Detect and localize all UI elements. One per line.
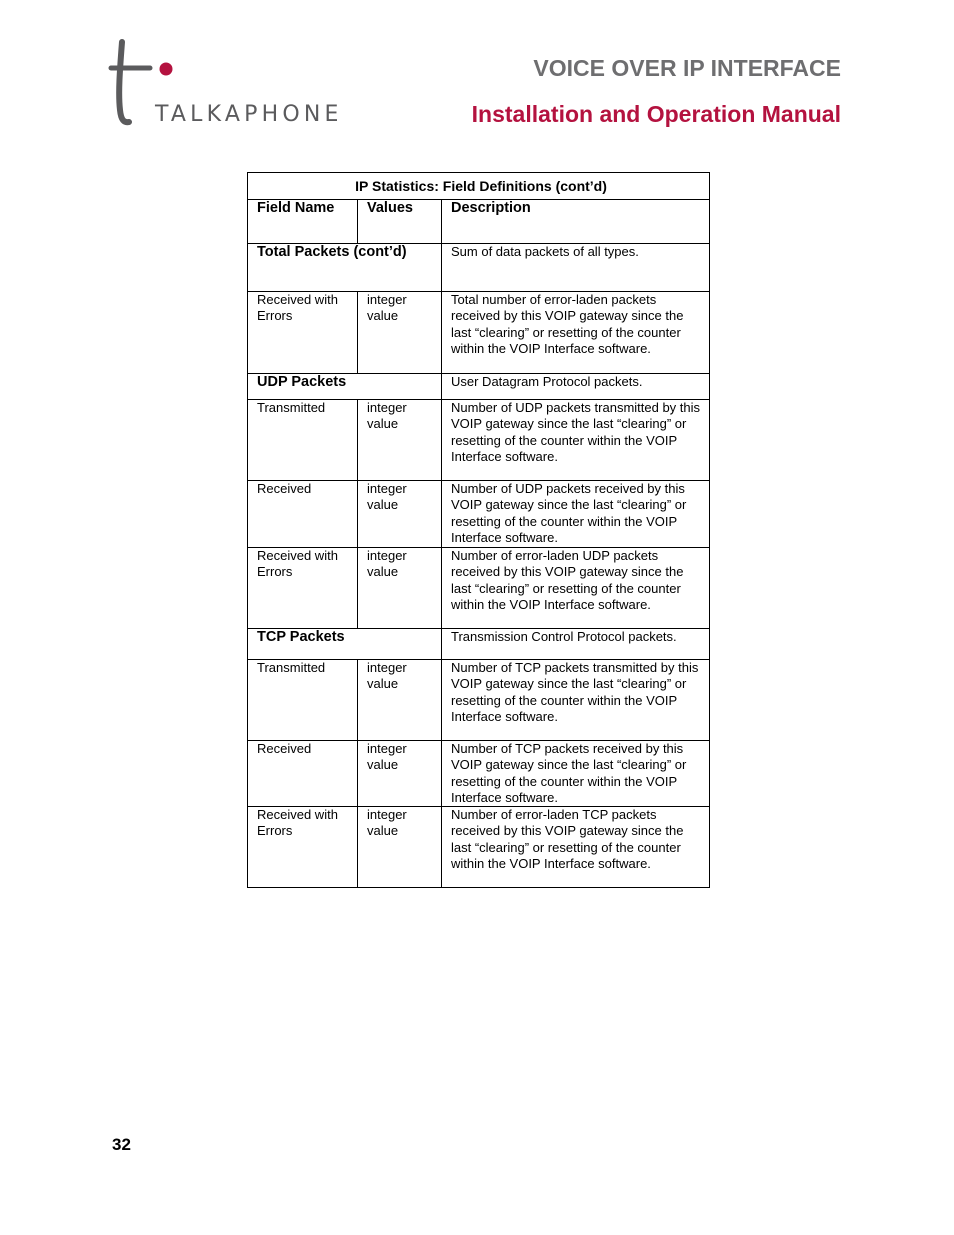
table-row [248, 741, 710, 807]
page-number: 32 [112, 1135, 131, 1154]
row-values: integer value [358, 807, 442, 888]
row-description: Number of error-laden TCP packets received by this VOIP gateway since the last “clearing” or resetting of the counter within the VOIP Interface software. [442, 807, 710, 888]
table-row [248, 292, 710, 374]
row-description: User Datagram Protocol packets. [442, 374, 710, 400]
row-values: integer value [358, 400, 442, 481]
column-header-values: Values [358, 200, 442, 244]
row-values: integer value [358, 292, 442, 374]
column-header-description: Description [442, 200, 710, 244]
row-description: Number of UDP packets transmitted by this VOIP gateway since the last “clearing” or resetting of the counter within the VOIP Interface software. [442, 400, 710, 481]
document-subtitle: Installation and Operation Manual [471, 101, 841, 127]
table-header-row [248, 200, 710, 244]
row-field-name: Received [248, 481, 358, 548]
row-description: Number of TCP packets transmitted by this VOIP gateway since the last “clearing” or resetting of the counter within the VOIP Interface software. [442, 660, 710, 741]
row-field-name: Transmitted [248, 400, 358, 481]
row-field-name: Received with Errors [248, 292, 358, 374]
table-row [248, 548, 710, 629]
table-row [248, 660, 710, 741]
row-description: Number of TCP packets received by this VOIP gateway since the last “clearing” or resetting of the counter within the VOIP Interface software. [442, 741, 710, 807]
brand-name: TALKAPHONE [155, 102, 343, 127]
row-field-name: Received with Errors [248, 548, 358, 629]
row-description: Transmission Control Protocol packets. [442, 629, 710, 660]
table-row [248, 481, 710, 548]
row-description: Number of error-laden UDP packets received by this VOIP gateway since the last “clearing” or resetting of the counter within the VOIP Interface software. [442, 548, 710, 629]
table-title: IP Statistics: Field Definitions (cont’d) [248, 173, 710, 200]
table-title-row [248, 173, 710, 200]
document-title: VOICE OVER IP INTERFACE [533, 55, 841, 81]
table-row [248, 244, 710, 292]
section-name: TCP Packets [248, 629, 442, 660]
table-row [248, 807, 710, 888]
row-field-name: Received [248, 741, 358, 807]
row-description: Total number of error-laden packets received by this VOIP gateway since the last “clearing” or resetting of the counter within the VOIP Interface software. [442, 292, 710, 374]
table-row [248, 400, 710, 481]
row-values: integer value [358, 660, 442, 741]
row-values: integer value [358, 481, 442, 548]
row-field-name: Received with Errors [248, 807, 358, 888]
table-row [248, 374, 710, 400]
section-name: UDP Packets [248, 374, 442, 400]
table-row [248, 629, 710, 660]
row-field-name: Transmitted [248, 660, 358, 741]
column-header-field-name: Field Name [248, 200, 358, 244]
section-name: Total Packets (cont’d) [248, 244, 442, 292]
row-values: integer value [358, 741, 442, 807]
row-description: Sum of data packets of all types. [442, 244, 710, 292]
row-description: Number of UDP packets received by this VOIP gateway since the last “clearing” or resetting of the counter within the VOIP Interface software. [442, 481, 710, 548]
field-definitions-table [247, 172, 710, 888]
talkaphone-logo [108, 38, 368, 133]
row-values: integer value [358, 548, 442, 629]
